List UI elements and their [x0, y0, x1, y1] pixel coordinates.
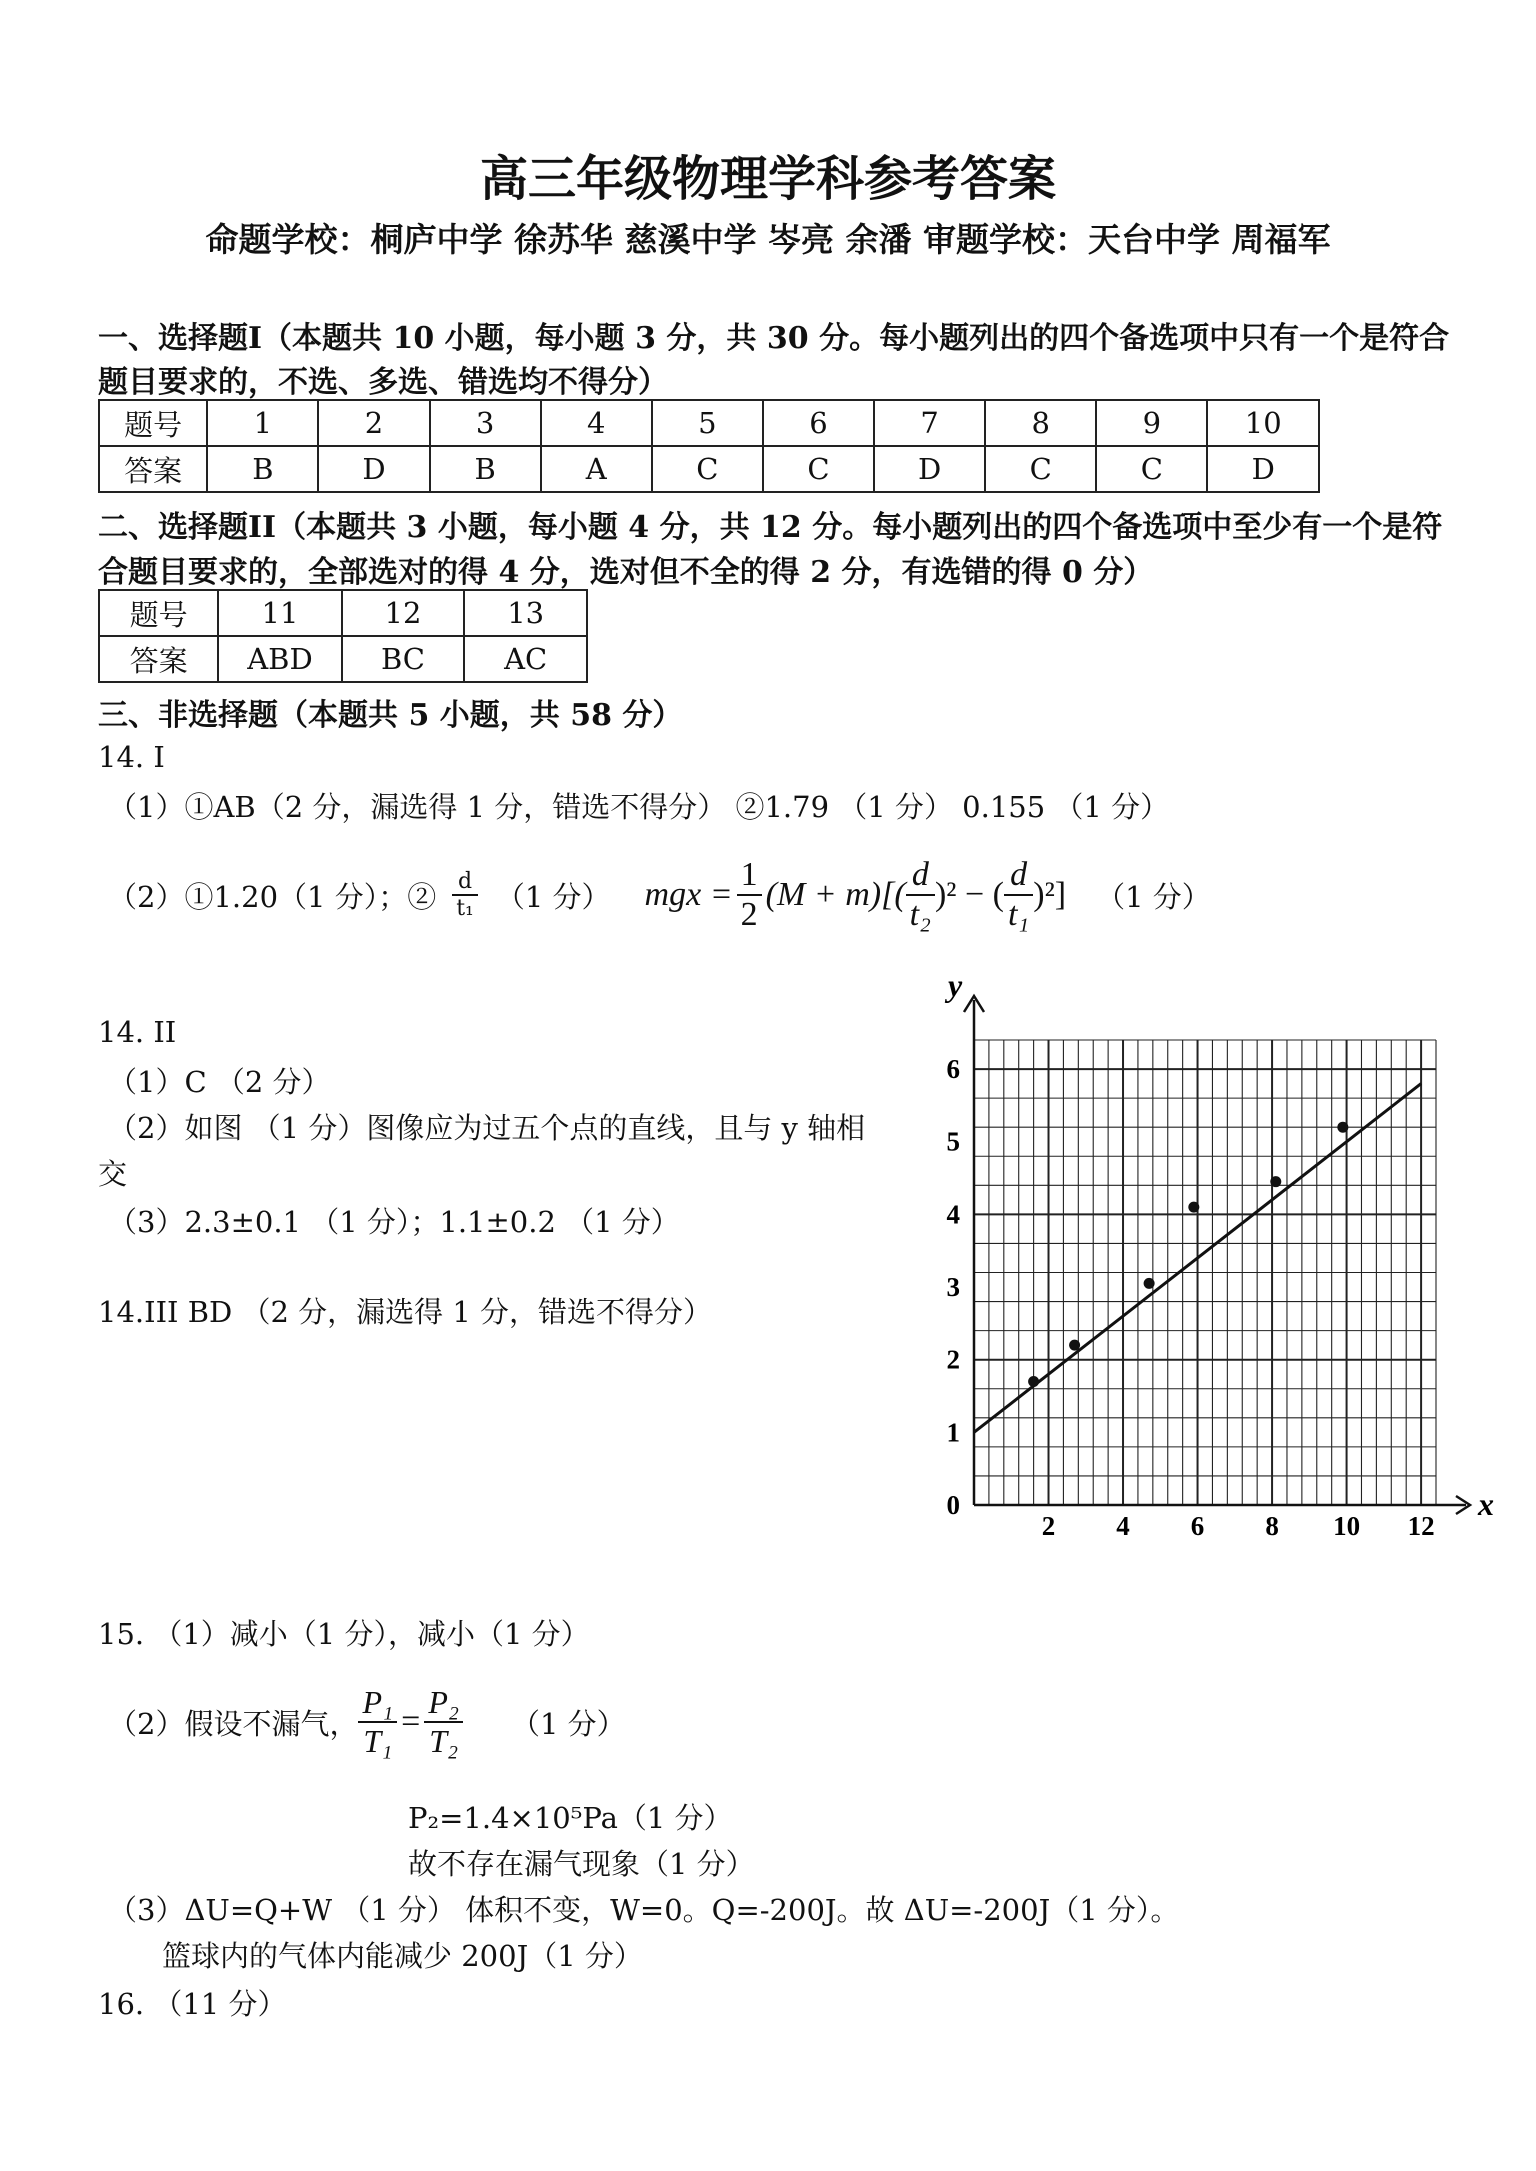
q15-answer2	[108, 1672, 626, 1772]
y-tick-label: 6	[946, 1054, 960, 1085]
table-cell: 13	[464, 590, 587, 636]
fraction-denominator: t₁	[456, 896, 474, 921]
q14-part2-answer1: （1）C （2 分）	[108, 1065, 331, 1099]
y-tick-label: 0	[946, 1490, 960, 1520]
section3-heading: 三、非选择题（本题共 5 小题，共 58 分）	[98, 698, 683, 733]
table-cell: 4	[541, 400, 652, 446]
page-title: 高三年级物理学科参考答案	[479, 151, 1056, 207]
q15-answer1: 15. （1）减小（1 分），减小（1 分）	[98, 1617, 590, 1651]
d-over-t2-fraction	[906, 856, 935, 934]
q15-pressure-result: P₂=1.4×10⁵Pa（1 分）	[408, 1801, 733, 1835]
data-point	[1337, 1122, 1348, 1133]
data-point	[1270, 1176, 1281, 1187]
y-tick-label: 3	[946, 1272, 960, 1303]
q14-part2-label: 14. II	[98, 1015, 177, 1049]
fraction-numerator: 1	[737, 856, 762, 896]
table-row-answers	[99, 446, 1319, 492]
table-cell: 12	[342, 590, 465, 636]
equation-mass: (M + m)[(	[765, 876, 906, 913]
table-label-cell: 题号	[99, 590, 218, 636]
table-label-cell: 答案	[99, 446, 207, 492]
q15-answer3-cont: 篮球内的气体内能减少 200J（1 分）	[162, 1939, 643, 1973]
section1-heading-line1: 一、选择题I（本题共 10 小题，每小题 3 分，共 30 分。每小题列出的四个备选项中只有一个是符合	[98, 321, 1450, 356]
y-tick-label: 1	[946, 1417, 960, 1448]
table-cell: 1	[207, 400, 318, 446]
q14-part2-answer2-cont: 交	[98, 1157, 128, 1191]
q14-part2-answer2: （2）如图 （1 分）图像应为过五个点的直线，且与 y 轴相	[108, 1111, 866, 1145]
score-note: （1 分）	[510, 1706, 626, 1741]
q14-part3-answer: 14.III BD （2 分，漏选得 1 分，错选不得分）	[98, 1295, 713, 1329]
d-over-t1-fraction	[452, 869, 478, 921]
fraction-denominator: t₂	[909, 896, 931, 933]
y-axis-label: y	[948, 967, 963, 1003]
table-cell: 6	[763, 400, 874, 446]
table-cell: 10	[1207, 400, 1319, 446]
equation-middle: )² − (	[934, 876, 1004, 913]
table-cell: 5	[652, 400, 763, 446]
data-point	[1144, 1278, 1155, 1289]
table-label-cell: 题号	[99, 400, 207, 446]
x-tick-label: 10	[1333, 1511, 1361, 1541]
table-cell: D	[1207, 446, 1319, 492]
table-cell: C	[763, 446, 874, 492]
table-cell: BC	[342, 636, 465, 682]
p2-over-t2-fraction	[424, 1684, 463, 1760]
section1-answer-table	[98, 399, 1320, 493]
table-cell: 8	[985, 400, 1096, 446]
table-cell: B	[207, 446, 318, 492]
d-over-t1-fraction	[1004, 856, 1033, 934]
data-point	[1069, 1340, 1080, 1351]
chart-axes	[964, 996, 1470, 1514]
q15-answer2-text: （2）假设不漏气，	[108, 1706, 359, 1741]
table-cell: D	[318, 446, 429, 492]
fraction-numerator: d	[906, 856, 935, 896]
table-cell: AC	[464, 636, 587, 682]
y-tick-label: 2	[946, 1344, 960, 1375]
q14-part1-answer1: （1）①AB（2 分，漏选得 1 分，错选不得分） ②1.79 （1 分） 0.155 （1 分）	[108, 790, 1170, 824]
table-row-answers	[99, 636, 587, 682]
fraction-denominator: 2	[740, 896, 758, 933]
q14-part1-label: 14. I	[98, 740, 165, 774]
section2-answer-table	[98, 589, 588, 683]
data-point	[1028, 1376, 1039, 1387]
equation-end: )²]	[1033, 876, 1067, 913]
fraction-numerator: P₁	[358, 1684, 397, 1723]
table-cell: ABD	[218, 636, 341, 682]
section1-heading-line2: 题目要求的，不选、多选、错选均不得分）	[98, 365, 668, 400]
q14-part1-answer2-text: （2）①1.20（1 分）；②	[108, 879, 437, 914]
table-cell: 3	[430, 400, 541, 446]
x-tick-label: 8	[1265, 1511, 1279, 1541]
q14-part1-answer2	[108, 850, 1211, 940]
score-note: （1 分）	[495, 879, 611, 914]
table-cell: C	[1096, 446, 1207, 492]
q15-answer3: （3）ΔU=Q+W （1 分） 体积不变，W=0。Q=-200J。故 ΔU=-200J（1 分）。	[108, 1893, 1180, 1927]
y-tick-label: 4	[946, 1199, 960, 1230]
x-tick-label: 12	[1407, 1511, 1435, 1541]
table-label-cell: 答案	[99, 636, 218, 682]
table-cell: 7	[874, 400, 985, 446]
y-tick-label: 5	[946, 1126, 960, 1157]
x-tick-label: 2	[1041, 1511, 1056, 1541]
chart-points	[1028, 1122, 1348, 1387]
q14-part2-answer3: （3）2.3±0.1 （1 分）；1.1±0.2 （1 分）	[108, 1205, 680, 1239]
table-cell: B	[430, 446, 541, 492]
score-note: （1 分）	[1096, 879, 1211, 914]
energy-equation	[645, 856, 1067, 934]
fraction-denominator: T₂	[429, 1723, 459, 1759]
half-fraction	[737, 856, 762, 934]
table-cell: C	[985, 446, 1096, 492]
fraction-numerator: d	[452, 869, 478, 896]
q16-heading: 16. （11 分）	[98, 1987, 287, 2021]
section2-heading-line2: 合题目要求的，全部选对的得 4 分，选对但不全的得 2 分，有选错的得 0 分）	[98, 555, 1154, 590]
equals-sign: =	[401, 1703, 421, 1740]
section2-heading-line1: 二、选择题II（本题共 3 小题，每小题 4 分，共 12 分。每小题列出的四个备选项中至少有一个是符	[98, 510, 1443, 545]
fraction-denominator: t₁	[1007, 896, 1030, 933]
q15-conclusion: 故不存在漏气现象（1 分）	[408, 1847, 755, 1881]
data-point	[1188, 1202, 1199, 1213]
x-tick-label: 4	[1116, 1511, 1130, 1541]
table-cell: D	[874, 446, 985, 492]
x-tick-label: 6	[1190, 1511, 1205, 1541]
chart-minor-grid	[974, 1040, 1436, 1505]
fraction-numerator: P₂	[424, 1684, 463, 1723]
p1-over-t1-fraction	[358, 1684, 397, 1760]
equation-left: mgx =	[644, 876, 733, 913]
x-axis-label: x	[1478, 1486, 1494, 1522]
table-cell: 9	[1096, 400, 1207, 446]
table-row-questions	[99, 590, 587, 636]
table-cell: A	[541, 446, 652, 492]
fraction-denominator: T₁	[363, 1723, 393, 1759]
table-cell: 2	[318, 400, 429, 446]
table-cell: 11	[218, 590, 341, 636]
fraction-numerator: d	[1004, 856, 1033, 896]
table-cell: C	[652, 446, 763, 492]
linear-fit-chart	[920, 967, 1510, 1550]
authors-line: 命题学校：桐庐中学 徐苏华 慈溪中学 岑亮 余潘 审题学校：天台中学 周福军	[205, 220, 1331, 259]
table-row-questions	[99, 400, 1319, 446]
